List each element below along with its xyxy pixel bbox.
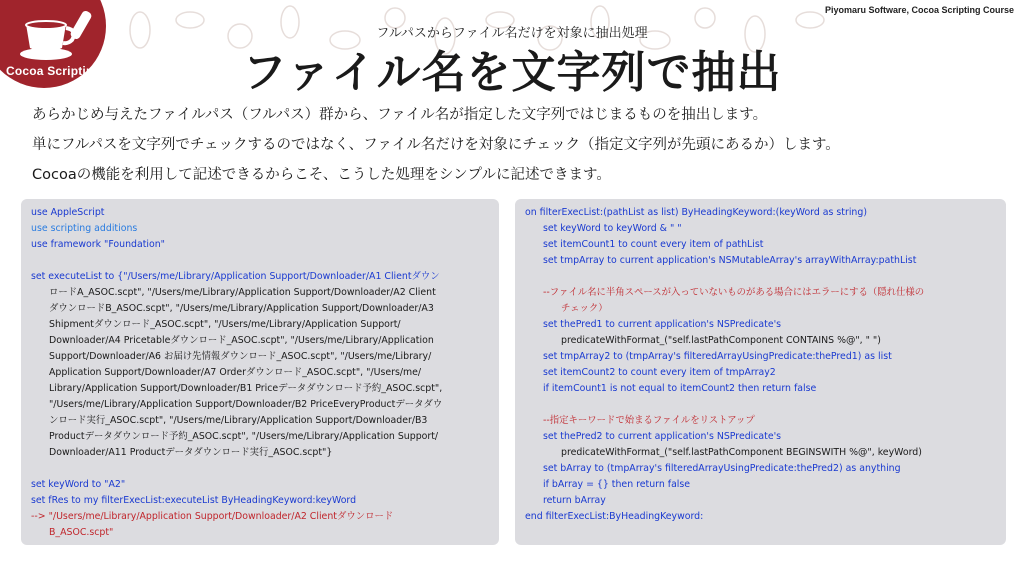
code-line: set keyWord to "A2" — [31, 479, 126, 490]
intro-text — [32, 100, 1002, 190]
code-line: ロードA_ASOC.scpt", "/Users/me/Library/Application Support/Downloader/A2 Client — [49, 287, 436, 298]
code-comment: チェック） — [561, 303, 608, 314]
code-line: ダウンロードB_ASOC.scpt", "/Users/me/Library/Application Support/Downloader/A3 — [49, 303, 434, 314]
code-line: if bArray = {} then return false — [543, 479, 691, 490]
code-line: ンロード実行_ASOC.scpt", "/Users/me/Library/Application Support/Downloader/B3 — [49, 415, 428, 426]
code-line: set tmpArray2 to (tmpArray's filteredArrayUsingPredicate:thePred1) as list — [543, 351, 892, 362]
code-line: Shipmentダウンロード_ASOC.scpt", "/Users/me/Library/Application Support/ — [49, 319, 401, 330]
code-line: set thePred2 to current application's NSPredicate's — [543, 431, 782, 442]
code-line: predicateWithFormat_("self.lastPathComponent CONTAINS %@", " ") — [561, 335, 881, 346]
credit-text: Piyomaru Software, Cocoa Scripting Course — [824, 5, 1014, 15]
code-line: set bArray to (tmpArray's filteredArrayUsingPredicate:thePred2) as anything — [543, 463, 901, 474]
code-line: use scripting additions — [31, 223, 138, 234]
code-line: set keyWord to keyWord & " " — [543, 223, 682, 234]
code-line: return bArray — [543, 495, 606, 506]
code-line: if itemCount1 is not equal to itemCount2 then return false — [543, 383, 817, 394]
code-line: set itemCount2 to count every item of tmpArray2 — [543, 367, 776, 378]
code-line: Productデータダウンロード予約_ASOC.scpt", "/Users/me/Library/Application Support/ — [49, 431, 439, 442]
code-comment: --ファイル名に半角スペースが入っていないものがある場合にはエラーにする（隠れ仕様の — [543, 287, 925, 298]
code-line: on filterExecList:(pathList as list) ByHeadingKeyword:(keyWord as string) — [525, 207, 867, 218]
code-panel-handler — [515, 199, 1006, 545]
page-subtitle: フルパスからファイル名だけを対象に抽出処理 — [376, 26, 648, 41]
intro-line: Cocoaの機能を利用して記述できるからこそ、こうした処理をシンプルに記述できます。 — [32, 167, 611, 183]
code-line: use AppleScript — [31, 207, 105, 218]
code-result-line: --> "/Users/me/Library/Application Support/Downloader/A2 Clientダウンロード — [31, 511, 394, 522]
code-line: Application Support/Downloader/A7 Orderダウンロード_ASOC.scpt", "/Users/me/ — [49, 367, 422, 378]
code-line: set executeList to {"/Users/me/Library/Application Support/Downloader/A1 Clientダウン — [31, 271, 440, 282]
code-line: set tmpArray to current application's NSMutableArray's arrayWithArray:pathList — [543, 255, 917, 266]
logo-text: Cocoa Scripting — [6, 64, 102, 78]
code-line: Library/Application Support/Downloader/B1 Priceデータダウンロード予約_ASOC.scpt", — [49, 383, 443, 394]
code-line: use framework "Foundation" — [31, 239, 165, 250]
code-line: Downloader/A4 Pricetableダウンロード_ASOC.scpt", "/Users/me/Library/Application — [49, 335, 434, 346]
page-title: ファイル名を文字列で抽出 — [242, 47, 782, 98]
code-line: "/Users/me/Library/Application Support/Downloader/B2 PriceEveryProductデータダウ — [49, 399, 443, 410]
code-line: Downloader/A11 Productデータダウンロード実行_ASOC.scpt"} — [49, 447, 333, 458]
code-result-line: B_ASOC.scpt" — [49, 527, 114, 538]
code-comment: --指定キーワードで始まるファイルをリストアップ — [543, 415, 755, 426]
code-line: predicateWithFormat_("self.lastPathComponent BEGINSWITH %@", keyWord) — [561, 447, 922, 458]
code-panel-caller — [21, 199, 499, 545]
code-line: end filterExecList:ByHeadingKeyword: — [525, 511, 704, 522]
code-line: Support/Downloader/A6 お届け先情報ダウンロード_ASOC.scpt", "/Users/me/Library/ — [49, 351, 432, 362]
code-line: set fRes to my filterExecList:executeList ByHeadingKeyword:keyWord — [31, 495, 357, 506]
code-line: set thePred1 to current application's NSPredicate's — [543, 319, 782, 330]
code-line: set itemCount1 to count every item of pathList — [543, 239, 764, 250]
intro-line: あらかじめ与えたファイルパス（フルパス）群から、ファイル名が指定した文字列ではじまるものを抽出します。 — [32, 107, 768, 123]
intro-line: 単にフルパスを文字列でチェックするのではなく、ファイル名だけを対象にチェック（指定文字列が先頭にあるか）します。 — [32, 137, 840, 153]
